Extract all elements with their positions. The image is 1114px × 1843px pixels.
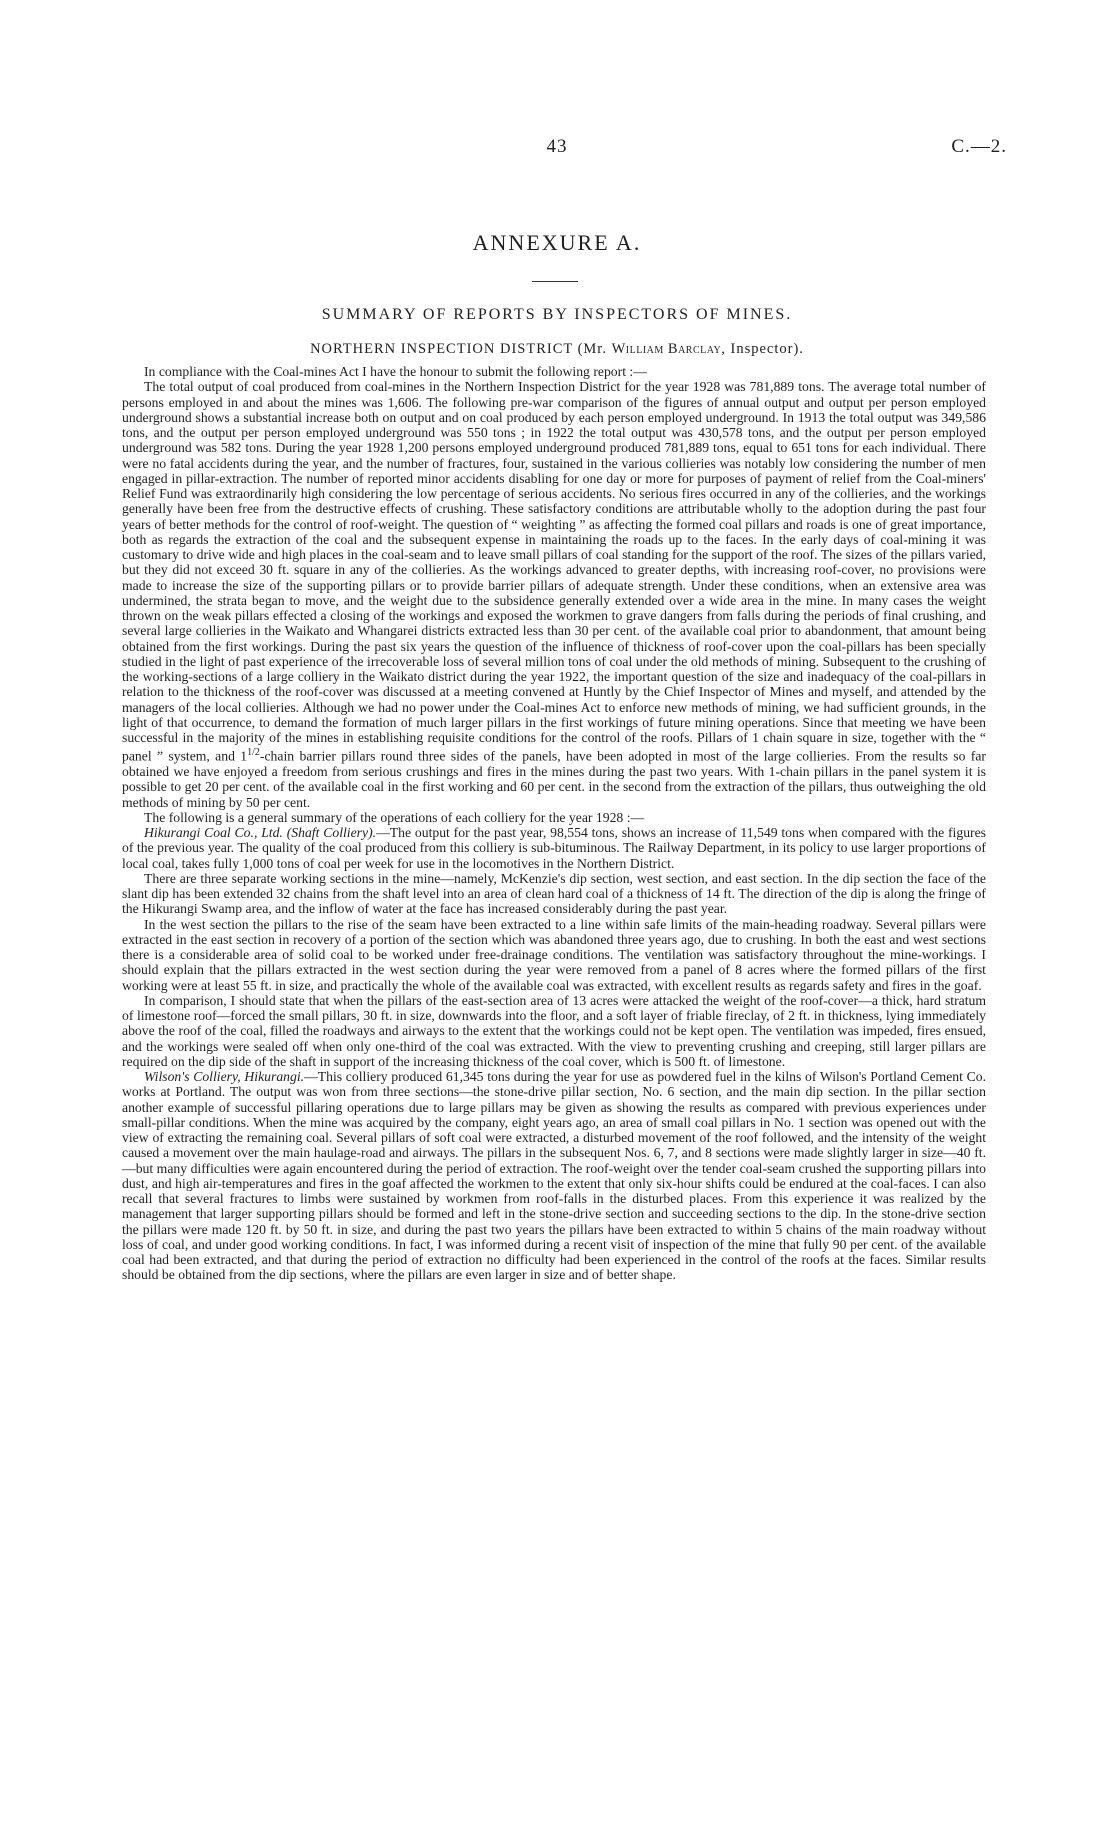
page-reference: C.—2. bbox=[951, 136, 1007, 157]
paragraph-text: There are three separate working sections in the mine—namely, McKenzie's dip section, west section, and east section. In the dip section the face of the slant dip has been extended 32 chains from the shaft level into an area of clean hard coal of a thickness of 14 ft. The direction of the dip is along the fringe of the Hikurangi Swamp area, and the inflow of water at the face has increased considerably during the past year. bbox=[122, 870, 986, 917]
paragraph-comparison bbox=[122, 993, 986, 1069]
paragraph-hikurangi bbox=[122, 825, 986, 871]
paragraph-text: —The output for the past year, 98,554 tons, shows an increase of 11,549 tons when compared with the figures of the previous year. The quality of the coal produced from this colliery is sub-bituminous. The Railway Department, in its policy to use larger proportions of local coal, takes fully 1,000 tons of coal per week for use in the locomotives in the Northern District. bbox=[122, 825, 987, 871]
colliery-name: Hikurangi Coal Co., Ltd. (Shaft Colliery). bbox=[144, 825, 377, 841]
paragraph-text: The following is a general summary of the operations of each colliery for the year 1928 :— bbox=[144, 809, 645, 825]
summary-heading: SUMMARY OF REPORTS BY INSPECTORS OF MINES. bbox=[321, 306, 793, 323]
paragraph-text: —This colliery produced 61,345 tons during the year for use as powdered fuel in the kilns of Wilson's Portland Cement Co. works at Portland. The output was won from three sections—the stone-drive pillar section, No. 6 section, and the main dip section. In the pillar section another example of successful pillaring operations due to large pillars may be given as showing the results as compared with previous experiences under small-pillar conditions. When the mine was acquired by the company, eight years ago, an area of small coal pillars in No. 1 section was opened out with the view of extracting the remaining coal. Several pillars of soft coal were extracted, a disturbed movement of the roof followed, and the intensity of the weight caused a movement over the main haulage-road and airways. The pillars in the subsequent Nos. 6, 7, and 8 sections were made slightly larger in size—40 ft.—but many difficulties were again encountered during the period of extraction. The roof-weight over the tender coal-seam crushed the supporting pillars into dust, and high air-temperatures and fires in the goaf affected the workmen to the extent that only six-hour shifts could be endured at the coal-faces. I can also recall that several fractures to limbs were sustained by workmen from roof-falls in the disturbed places. From this experience it was realized by the management that larger supporting pillars should be formed and left in the stone-drive section and succeeding sections to the dip. In the stone-drive section the pillars were made 120 ft. by 50 ft. in size, and during the past two years the pillars have been extracted to within 5 chains of the main roadway without loss of coal, and under good working conditions. In fact, I was informed during a recent visit of inspection of the mine that fully 90 per cent. of the available coal had been extracted, and that during the period of extraction no difficulty had been experienced in the control of the roofs at the faces. Similar results should be obtained from the dip sections, where the pillars are even larger in size and of better shape. bbox=[122, 1069, 986, 1283]
page-number: 43 bbox=[546, 136, 568, 157]
paragraph-working-sections bbox=[122, 871, 986, 917]
paragraph-text: The total output of coal produced from coal-mines in the Northern Inspection District for the year 1928 was 781,889 tons. The average total number of persons employed in and about the mines was 1,606. The following pre-war comparison of the figures of annual output and output per person employed underground shows a substantial increase both on output and on coal produced by each person employed underground. In 1913 the total output was 349,586 tons, and the output per person employed underground was 550 tons ; in 1922 the total output was 430,578 tons, and the output per person employed underground was 582 tons. During the year 1928 1,200 persons employed underground produced 781,889 tons, equal to 651 tons for each individual. There were no fatal accidents during the year, and the number of fractures, four, sustained in the various collieries was notably low considering the number of men engaged in pillar-extraction. The number of reported minor accidents disabling for one day or more for purposes of payment of relief from the Coal-miners' Relief Fund was extraordinarily high considering the low percentage of serious accidents. No serious fires occurred in any of the collieries, and the workings generally have been free from the destructive effects of crushing. These satisfactory conditions are attributable wholly to the adoption during the past four years of better methods for the control of roof-weight. The question of “ weighting ” as affecting the formed coal pillars and roads is one of great importance, both as regards the extraction of the coal and the subsequent expense in maintaining the roads up to the faces. In the early days of coal-mining it was customary to drive wide and high places in the coal-seam and to leave small pillars of coal standing for the support of the roof. The sizes of the pillars varied, but they did not exceed 30 ft. square in any of the collieries. As the workings advanced to greater depths, with increasing roof-cover, no provisions were made to increase the size of the supporting pillars or to provide barrier pillars of adequate strength. Under these conditions, when an extensive area was undermined, the strata began to move, and the weight due to the subsidence generally extended over a wide area in the mine. In many cases the weight thrown on the weak pillars effected a closing of the workings and exposed the workmen to grave dangers from falls during the periods of final crushing, and several large collieries in the Waikato and Whangarei districts extracted less than 30 per cent. of the available coal prior to abandonment, that amount being obtained from the first workings. During the past six years the question of the influence of thickness of roof-cover upon the coal-pillars has been specially studied in the light of past experience of the irrecoverable loss of several million tons of coal under the old methods of mining. Subsequent to the crushing of the working-sections of a large colliery in the Waikato district during the year 1922, the important question of the size and inadequacy of the coal-pillars in relation to the thickness of the roof-cover was discussed at a meeting convened at Huntly by the Chief Inspector of Mines and myself, and attended by the managers of the local collieries. Although we had no power under the Coal-mines Act to enforce new methods of mining, we had sufficient grounds, in the light of that occurrence, to demand the formation of much larger pillars in the first workings of future mining operations. Since that meeting we have been successful in the majority of the mines in establishing requisite conditions for the control of the roofs. Pillars of 1 chain square in size, together with the “ panel ” system, and 1 bbox=[122, 379, 986, 764]
paragraph-text: In compliance with the Coal-mines Act I have the honour to submit the following report :— bbox=[144, 364, 647, 379]
paragraph-text-continued: -chain barrier pillars round three sides of the panels, have been adopted in most of the large collieries. From the results so far obtained we have enjoyed a freedom from serious crushings and fires in the mines during the past two years. With 1-chain pillars in the panel system it is possible to get 20 per cent. of the available coal in the first working and 60 per cent. in the second from the extraction of the pillars, thus outweighing the old methods of mining by 50 per cent. bbox=[122, 748, 986, 810]
colliery-name: Wilson's Colliery, Hikurangi. bbox=[144, 1069, 305, 1085]
report-body bbox=[122, 364, 986, 1283]
district-heading-suffix: , Inspector). bbox=[721, 341, 804, 357]
paragraph-text: In the west section the pillars to the rise of the seam have been extracted to a line within safe limits of the main-heading roadway. Several pillars were extracted in the east section in recovery of a portion of the section which was abandoned three years ago, due to crushing. In both the east and west sections there is a considerable area of solid coal to be worked under free-drainage conditions. The ventilation was satisfactory throughout the mine-workings. I should explain that the pillars extracted in the west section during the year were removed from a panel of 8 acres where the formed pillars of the first working were at least 55 ft. in size, and practically the whole of the available coal was extracted, with excellent results as regards safety and fires in the goaf. bbox=[122, 916, 986, 993]
paragraph-intro bbox=[122, 364, 986, 379]
paragraph-west-section bbox=[122, 917, 986, 993]
paragraph-wilsons bbox=[122, 1069, 986, 1283]
paragraph-summary-intro bbox=[122, 810, 986, 825]
annexure-title: ANNEXURE A. bbox=[472, 230, 642, 255]
inspector-name: William Barclay bbox=[611, 341, 722, 357]
paragraph-total-output bbox=[122, 379, 986, 810]
title-divider bbox=[532, 281, 578, 282]
district-heading-prefix: NORTHERN INSPECTION DISTRICT (Mr. bbox=[310, 341, 607, 357]
district-heading bbox=[0, 341, 1114, 358]
paragraph-text: In comparison, I should state that when the pillars of the east-section area of 13 acres were attacked the weight of the roof-cover—a thick, hard stratum of limestone roof—forced the small pillars, 30 ft. in size, downwards into the floor, and a soft layer of friable fireclay, of 2 ft. in thickness, lying immediately above the roof of the coal, filled the roadways and airways to the extent that the workings could not be kept open. The ventilation was impeded, fires ensued, and the workings were sealed off when only one-third of the coal was extracted. With the view to preventing crushing and creeping, still larger pillars are required on the dip side of the shaft in support of the increasing thickness of the coal cover, which is 500 ft. of limestone. bbox=[122, 992, 986, 1069]
fraction-one-half: 1/2 bbox=[247, 747, 260, 759]
